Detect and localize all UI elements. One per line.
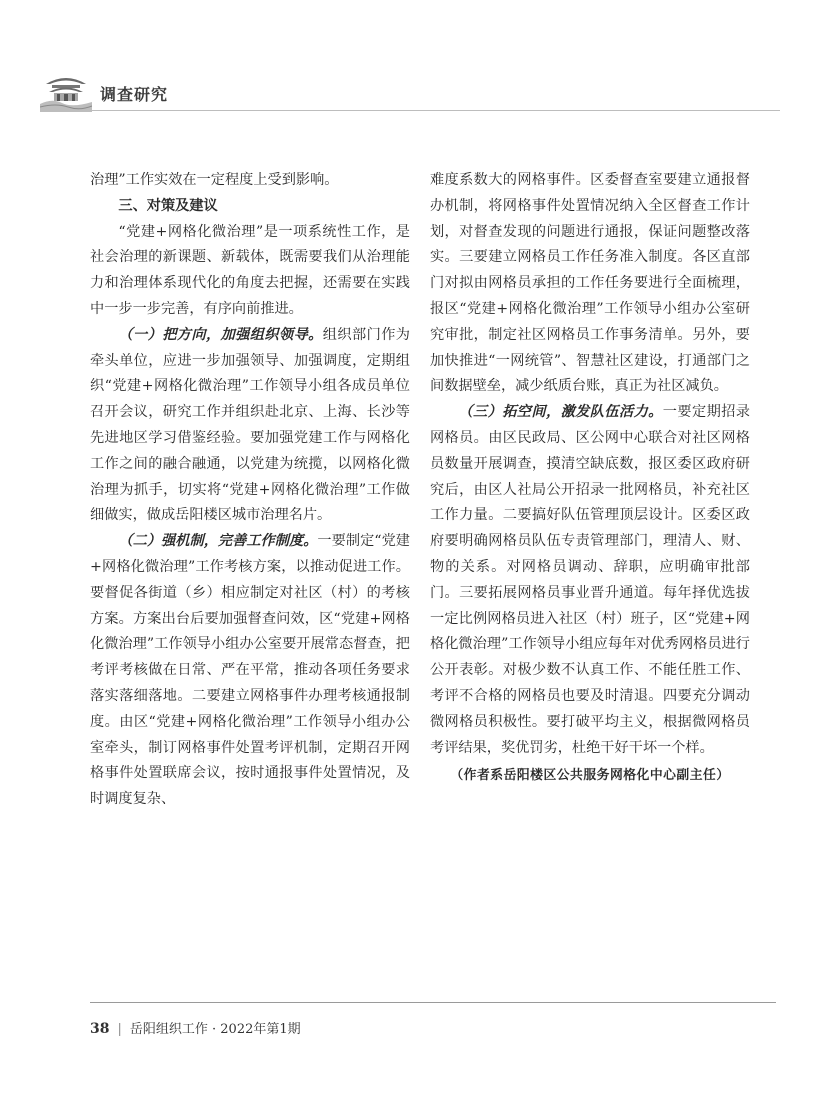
paragraph-text: 三、对策及建议 xyxy=(118,197,218,214)
section-title: 调查研究 xyxy=(100,85,169,104)
page-footer xyxy=(90,1018,301,1037)
paragraph xyxy=(430,400,750,761)
journal-name: 岳阳组织工作 · 2022年第1期 xyxy=(129,1022,301,1037)
paragraph-lead: （二）强机制，完善工作制度。 xyxy=(118,533,318,550)
paragraph-text: “党建+网格化微治理”是一项系统性工作，是社会治理的新课题、新载体，既需要我们从治理能力和治理体系现代化的角度去把握，还需要在实践中一步一步完善，有序向前推进。 xyxy=(90,223,410,317)
paragraph xyxy=(90,220,410,323)
paragraph-text: 一要制定“党建+网格化微治理”工作考核方案，以推动促进工作。要督促各街道（乡）相应制定对社区（村）的考核方案。方案出台后要加强督查问效，区“党建+网格化微治理”工作领导小组办公室要开展常态督查，把考评考核做在日常、严在平常，推动各项任务要求落实落细落地。二要建立网格事件办理考核通报制度。由区“党建+网格化微治理”工作领导小组办公室牵头，制订网格事件处置考评机制，定期召开网格事件处置联席会议，按时通报事件处置情况，及时调度复杂、 xyxy=(90,533,410,808)
pavilion-logo-icon xyxy=(40,70,92,112)
paragraph-text: 难度系数大的网格事件。区委督查室要建立通报督办机制，将网格事件处置情况纳入全区督查工作计划，对督查发现的问题进行通报，保证问题整改落实。三要建立网格员工作任务准入制度。各区直部门对拟由网格员承担的工作任务要进行全面梳理，报区“党建+网格化微治理”工作领导小组办公室研究审批，制定社区网格员工作事务清单。另外，要加快推进“一网统管”、智慧社区建设，打通部门之间数据壁垒，减少纸质台账，真正为社区减负。 xyxy=(430,172,750,395)
header-divider xyxy=(40,110,780,111)
paragraph-text: 一要定期招录网格员。由区民政局、区公网中心联合对社区网格员数量开展调查，摸清空缺底数，报区委区政府研究后，由区人社局公开招录一批网格员，补充社区工作力量。二要搞好队伍管理顶层设计。区委区政府要明确网格员队伍专责管理部门，理清人、财、物的关系。对网格员调动、辞职，应明确审批部门。三要拓展网格员事业晋升通道。每年择优选拔一定比例网格员进入社区（村）班子，区“党建+网格化微治理”工作领导小组应每年对优秀网格员进行公开表彰。对极少数不认真工作、不能任胜工作、考评不合格的网格员也要及时清退。四要充分调动微网格员积极性。要打破平均主义，根据微网格员考评结果，奖优罚劣，杜绝干好干坏一个样。 xyxy=(430,404,750,756)
paragraph xyxy=(90,323,410,529)
paragraph xyxy=(430,168,750,400)
paragraph xyxy=(90,529,410,813)
paragraph-text: （作者系岳阳楼区公共服务网格化中心副主任） xyxy=(450,768,730,784)
footer-separator: | xyxy=(117,1022,122,1037)
page-header xyxy=(40,70,780,112)
section-heading xyxy=(90,194,410,220)
paragraph-text: 治理”工作实效在一定程度上受到影响。 xyxy=(90,172,339,188)
paragraph xyxy=(90,168,410,194)
paragraph-text: 组织部门作为牵头单位，应进一步加强领导、加强调度，定期组织“党建+网格化微治理”工作领导小组各成员单位召开会议，研究工作并组织赴北京、上海、长沙等先进地区学习借鉴经验。要加强党建工作与网格化工作之间的融合融通，以党建为统揽，以网格化微治理为抓手，切实将“党建+网格化微治理”工作做细做实，做成岳阳楼区城市治理名片。 xyxy=(90,326,410,524)
author-note xyxy=(430,763,750,789)
paragraph-lead: （一）把方向，加强组织领导。 xyxy=(118,326,323,343)
paragraph-lead: （三）拓空间，激发队伍活力。 xyxy=(458,404,663,421)
left-column xyxy=(90,168,410,813)
page-number: 38 xyxy=(90,1021,110,1037)
footer-divider xyxy=(90,1002,776,1003)
right-column xyxy=(430,168,750,789)
